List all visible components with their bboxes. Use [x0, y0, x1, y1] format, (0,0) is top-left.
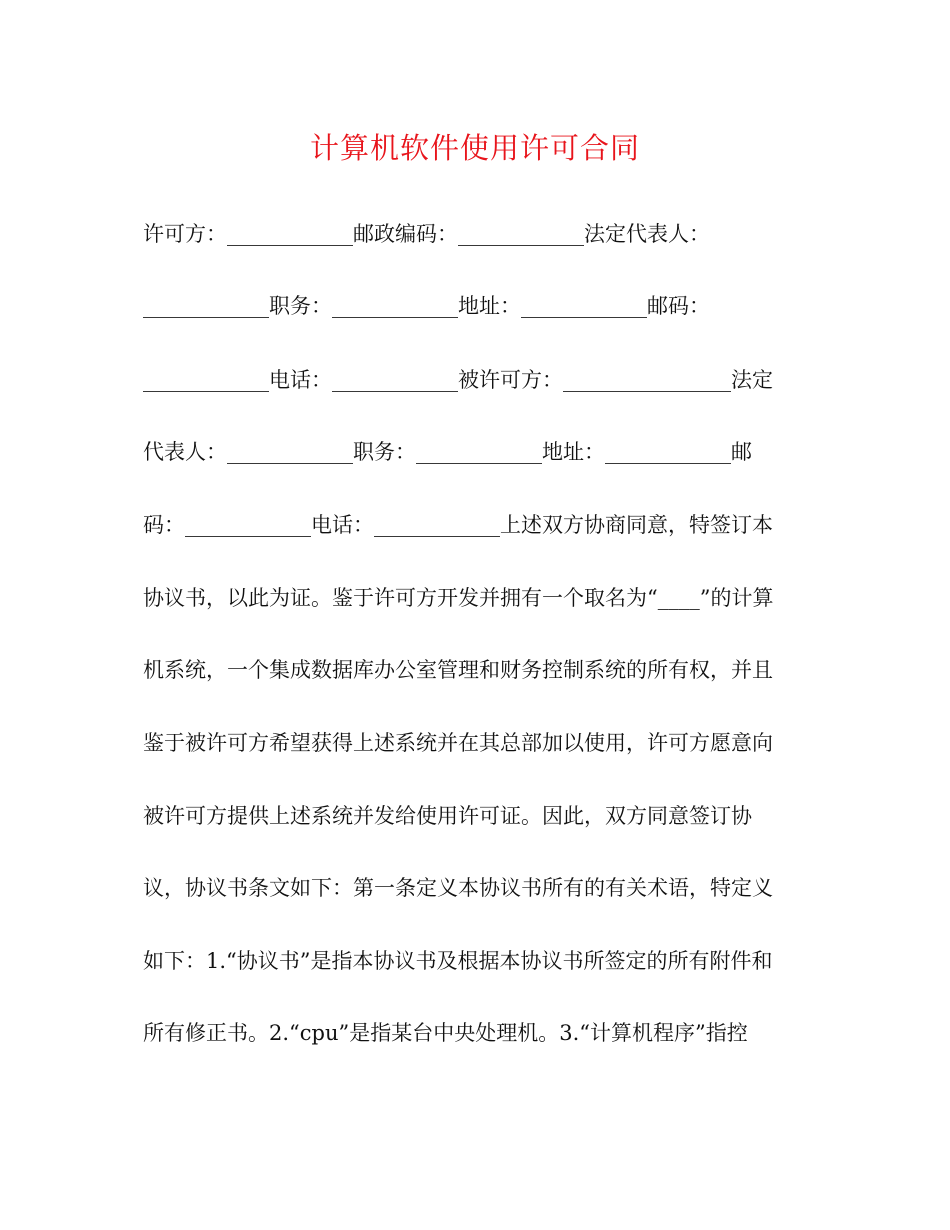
body-line-4: 代表人：____________职务：____________地址：____________邮 [143, 440, 752, 464]
body-line-1: 许可方：____________邮政编码：____________法定代表人： [143, 222, 710, 246]
body-line-5: 码：____________电话：____________上述双方协商同意，特签订本 [143, 513, 773, 537]
body-line-7: 机系统，一个集成数据库办公室管理和财务控制系统的所有权，并且 [143, 658, 773, 682]
document-title: 计算机软件使用许可合同 [309, 131, 640, 165]
body-line-9: 被许可方提供上述系统并发给使用许可证。因此，双方同意签订协 [143, 804, 752, 828]
body-line-8: 鉴于被许可方希望获得上述系统并在其总部加以使用，许可方愿意向 [143, 731, 773, 755]
body-line-10: 议，协议书条文如下：第一条定义本协议书所有的有关术语，特定义 [143, 876, 773, 900]
body-line-6: 协议书，以此为证。鉴于许可方开发并拥有一个取名为“____”的计算 [143, 586, 774, 610]
body-line-2: ____________职务：____________地址：____________邮码： [143, 294, 710, 318]
body-line-3: ____________电话：____________被许可方：________________法定 [143, 368, 773, 392]
body-line-11: 如下：1.“协议书”是指本协议书及根据本协议书所签定的所有附件和 [143, 949, 773, 973]
body-line-12: 所有修正书。2.“cpu”是指某台中央处理机。3.“计算机程序”指控 [143, 1021, 748, 1045]
